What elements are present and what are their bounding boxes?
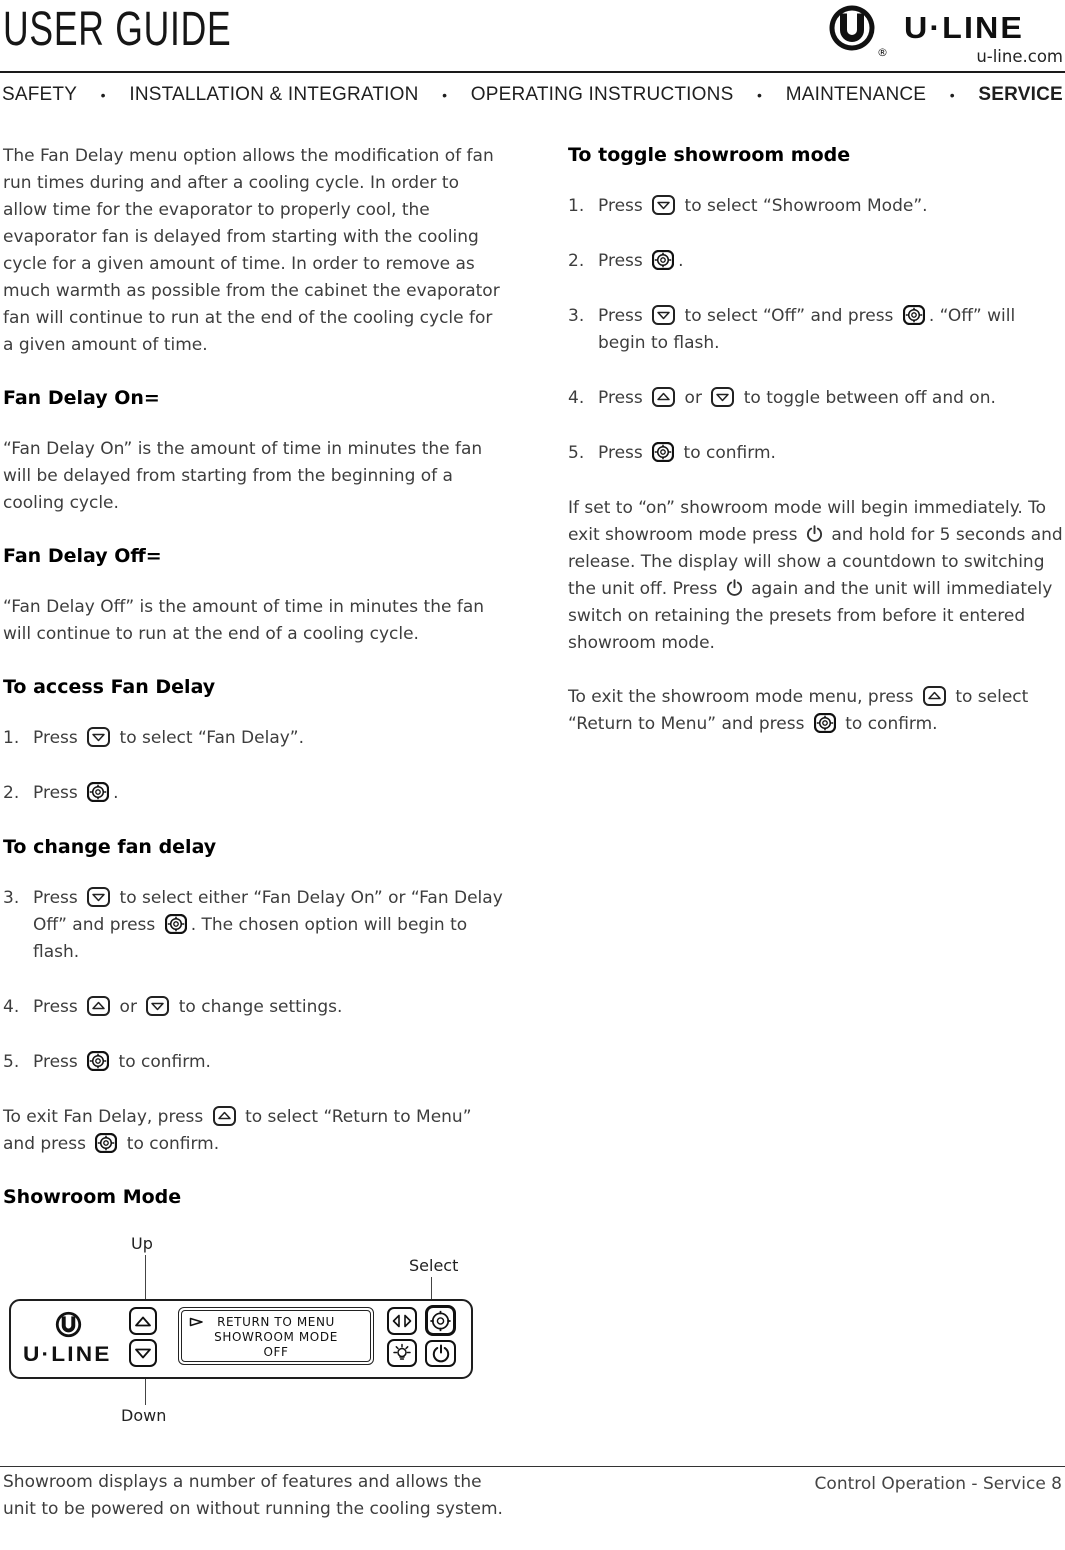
cursor-flag-icon (189, 1316, 204, 1331)
step-number: 1. (568, 196, 585, 216)
select-button (425, 1305, 456, 1336)
nav-bullet: • (442, 87, 448, 103)
nav-bullet: • (757, 87, 763, 103)
uline-wordmark: U·LINE (23, 1343, 112, 1366)
step-number: 2. (3, 783, 20, 803)
instruction-step (3, 725, 503, 752)
section-heading: To change fan delay (3, 836, 217, 858)
select-button-icon (652, 442, 674, 462)
step-number: 4. (3, 997, 20, 1017)
instruction-step (568, 440, 1065, 467)
step-text: Press to confirm. (598, 443, 776, 463)
step-text: Press or to toggle between off and on. (598, 388, 996, 408)
step-number: 5. (3, 1052, 20, 1072)
nav-item-operating-instructions: OPERATING INSTRUCTIONS (470, 84, 734, 105)
select-label: Select (409, 1256, 459, 1275)
uline-brand (826, 2, 1064, 68)
section-heading: Fan Delay On= (3, 387, 160, 409)
nav-item-maintenance: MAINTENANCE (785, 84, 927, 105)
paragraph: To exit the showroom mode menu, press to select “Return to Menu” and press to confirm. (568, 687, 1029, 734)
step-number: 3. (568, 306, 585, 326)
paragraph: To exit Fan Delay, press to select “Return to Menu” and press to confirm. (3, 1107, 472, 1154)
down-button-icon (146, 996, 169, 1016)
display-line: OFF (263, 1345, 289, 1359)
step-text: Press to confirm. (33, 1052, 211, 1072)
nav-bullet: • (100, 87, 106, 103)
select-button-icon (165, 914, 187, 934)
up-label: Up (131, 1234, 153, 1253)
nav-item-service: SERVICE (978, 84, 1063, 105)
registered-mark: ® (877, 46, 888, 59)
step-text: Press to select either “Fan Delay On” or “Fan Delay Off” and press . The chosen option will begin to flash. (33, 888, 503, 962)
page-title: USER GUIDE (3, 3, 232, 56)
down-button-icon (711, 387, 734, 407)
down-button-icon (87, 727, 110, 747)
instruction-step (568, 193, 1065, 220)
instruction-step (3, 1049, 503, 1076)
left-column (3, 143, 503, 1550)
nav-item-safety: SAFETY (2, 84, 78, 105)
down-button-icon (652, 195, 675, 215)
up-button-icon (652, 387, 675, 407)
left-right-button (387, 1307, 417, 1335)
control-panel (9, 1299, 473, 1379)
section-heading: To access Fan Delay (3, 676, 216, 698)
right-column (568, 143, 1065, 765)
up-button-icon (87, 996, 110, 1016)
step-text: Press . (33, 783, 119, 803)
step-text: Press or to change settings. (33, 997, 343, 1017)
nav-item-installation-integration: INSTALLATION & INTEGRATION (129, 84, 419, 105)
control-panel-diagram (3, 1235, 503, 1437)
step-number: 1. (3, 728, 20, 748)
footer-page-label: Control Operation - Service 8 (814, 1474, 1062, 1494)
instruction-step (3, 994, 503, 1021)
section-heading: Showroom Mode (3, 1186, 182, 1208)
paragraph: If set to “on” showroom mode will begin immediately. To exit showroom mode press and hold for 5 seconds and release. The display will show a countdown to switching the unit off. Press again and the unit will immediately switch on retaining the presets from before it entered showroom mode. (568, 498, 1063, 653)
select-button-icon (87, 782, 109, 802)
paragraph: “Fan Delay On” is the amount of time in minutes the fan will be delayed from starting from the beginning of a cooling cycle. (3, 439, 483, 513)
instruction-step (3, 780, 503, 807)
instruction-step (3, 885, 503, 966)
instruction-step (568, 303, 1065, 357)
paragraph: “Fan Delay Off” is the amount of time in minutes the fan will continue to run at the end of a cooling cycle. (3, 597, 485, 644)
display-line: SHOWROOM MODE (214, 1330, 338, 1344)
step-text: Press . (598, 251, 684, 271)
down-label: Down (121, 1406, 167, 1425)
paragraph: The Fan Delay menu option allows the modification of fan run times during and after a cooling cycle. In order to allow time for the evaporator to properly cool, the evaporator fan is delayed from starting with the cooling cycle for a given amount of time. In order to remove as much warmth as possible from the cabinet the evaporator fan will continue to run at the end of the cooling cycle for a given amount of time. (3, 146, 500, 355)
select-button-icon (652, 250, 674, 270)
down-button-icon (87, 887, 110, 907)
step-text: Press to select “Off” and press . “Off” will begin to flash. (598, 306, 1016, 353)
down-button (129, 1339, 157, 1367)
up-callout-line (145, 1255, 146, 1303)
up-button-icon (213, 1106, 236, 1126)
section-heading: To toggle showroom mode (568, 144, 851, 166)
light-button (387, 1339, 417, 1367)
paragraph: Showroom displays a number of features and allows the unit to be powered on without running the cooling system. (3, 1472, 503, 1519)
nav-bullet: • (949, 87, 955, 103)
step-number: 2. (568, 251, 585, 271)
uline-logo-icon (828, 4, 876, 56)
section-nav (2, 84, 1063, 106)
header-divider (0, 71, 1065, 73)
select-button-icon (87, 1051, 109, 1071)
step-text: Press to select “Fan Delay”. (33, 728, 305, 748)
power-button (425, 1340, 456, 1367)
down-button-icon (652, 305, 675, 325)
footer-divider (0, 1466, 1065, 1467)
power-icon (806, 525, 823, 543)
instruction-step (568, 385, 1065, 412)
step-number: 5. (568, 443, 585, 463)
step-number: 3. (3, 888, 20, 908)
website-url: u-line.com (976, 47, 1063, 66)
select-callout-line (431, 1277, 432, 1301)
uline-wordmark: U·LINE (904, 10, 1024, 45)
step-number: 4. (568, 388, 585, 408)
up-button (129, 1307, 157, 1335)
power-icon (726, 579, 743, 597)
step-text: Press to select “Showroom Mode”. (598, 196, 928, 216)
lcd-display-text (181, 1310, 371, 1362)
select-button-icon (95, 1133, 117, 1153)
lcd-display (178, 1307, 374, 1365)
up-button-icon (923, 686, 946, 706)
display-line: RETURN TO MENU (217, 1315, 335, 1329)
section-heading: Fan Delay Off= (3, 545, 162, 567)
select-button-icon (814, 713, 836, 733)
select-button-icon (903, 305, 925, 325)
instruction-step (568, 248, 1065, 275)
